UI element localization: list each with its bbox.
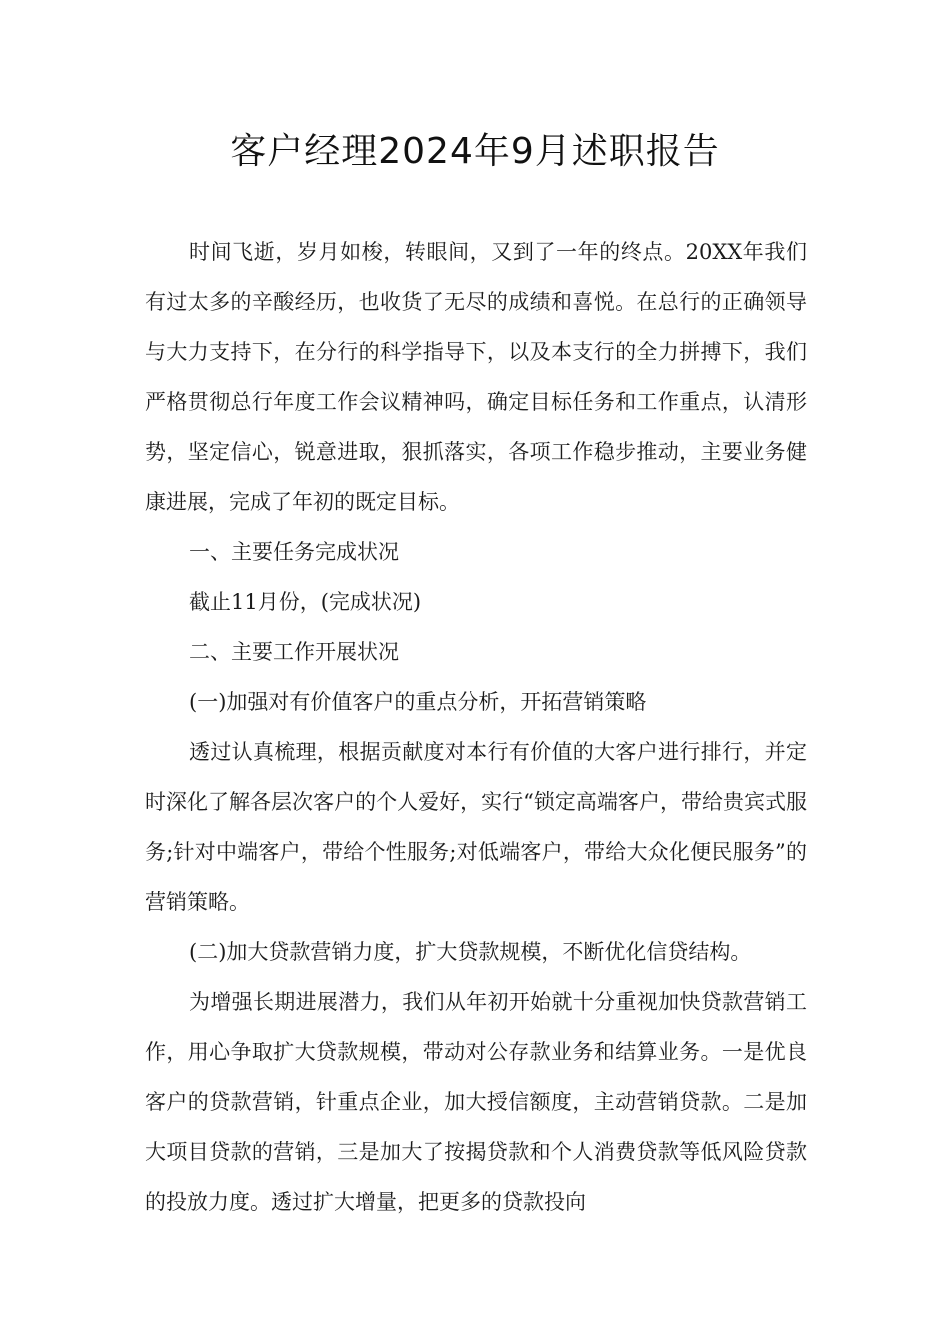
section-heading-2: 二、主要工作开展状况 xyxy=(189,640,399,664)
paragraph-loan-marketing: 为增强长期进展潜力，我们从年初开始就十分重视加快贷款营销工作，用心争取扩大贷款规模，带动对公存款业务和结算业务。一是优良客户的贷款营销，针重点企业，加大授信额度，主动营销贷款。二是加大项目贷款的营销，三是加大了按揭贷款和个人消费贷款等低风险贷款的投放力度。透过扩大增量，把更多的贷款投向 xyxy=(145,990,807,1214)
section-heading-1: 一、主要任务完成状况 xyxy=(189,540,399,564)
paragraph-completion: 截止11月份，(完成状况) xyxy=(189,590,422,614)
document-body xyxy=(145,227,807,1227)
document-title: 客户经理2024年9月述职报告 xyxy=(230,131,720,172)
paragraph-intro: 时间飞逝，岁月如梭，转眼间，又到了一年的终点。20XX年我们有过太多的辛酸经历，也收货了无尽的成绩和喜悦。在总行的正确领导与大力支持下，在分行的科学指导下，以及本支行的全力拼搏下，我们严格贯彻总行年度工作会议精神吗，确定目标任务和工作重点，认清形势，坚定信心，锐意进取，狠抓落实，各项工作稳步推动，主要业务健康进展，完成了年初的既定目标。 xyxy=(145,240,807,514)
subsection-heading-1: (一)加强对有价值客户的重点分析，开拓营销策略 xyxy=(189,690,647,714)
subsection-heading-2: (二)加大贷款营销力度，扩大贷款规模，不断优化信贷结构。 xyxy=(189,940,752,964)
paragraph-customer-analysis: 透过认真梳理，根据贡献度对本行有价值的大客户进行排行，并定时深化了解各层次客户的个人爱好，实行“锁定高端客户，带给贵宾式服务;针对中端客户，带给个性服务;对低端客户，带给大众化便民服务”的营销策略。 xyxy=(145,740,807,914)
